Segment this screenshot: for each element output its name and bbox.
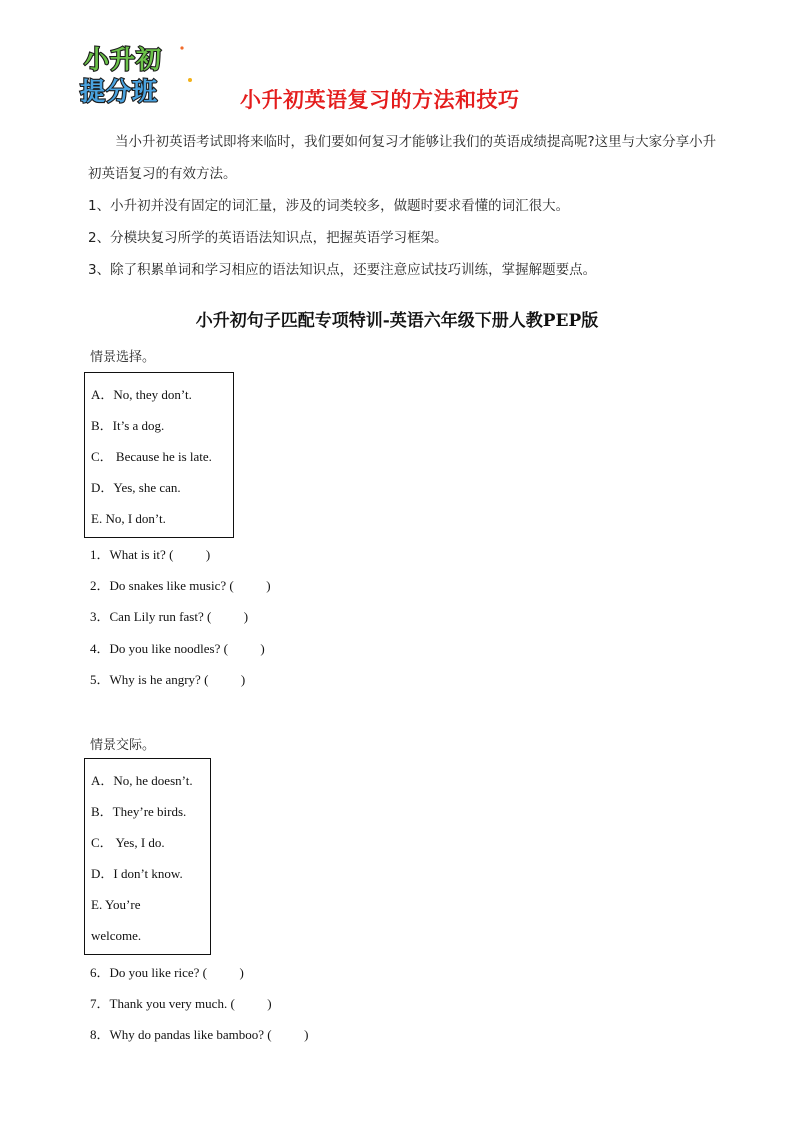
option-item: B．They’re birds. xyxy=(91,804,187,819)
intro-tip: 1、小升初并没有固定的词汇量，涉及的词类较多，做题时要求看懂的词汇很大。 xyxy=(88,198,570,214)
option-item: C． Yes, I do. xyxy=(91,835,165,850)
logo-line-2: 提分班 xyxy=(80,77,159,106)
intro-paragraph: 当小升初英语考试即将来临时，我们要如何复习才能够让我们的英语成绩提高呢?这里与大家分享小升初英语复习的有效方法。 xyxy=(88,134,717,182)
question-item[interactable]: 3．Can Lily run fast? ( ) xyxy=(90,609,249,625)
header-title: 小升初英语复习的方法和技巧 xyxy=(240,88,520,112)
intro-tip: 2、分模块复习所学的英语语法知识点，把握英语学习框架。 xyxy=(88,230,448,246)
option-item: A．No, he doesn’t. xyxy=(91,773,193,788)
option-item: E. No, I don’t. xyxy=(91,511,166,526)
question-item[interactable]: 4．Do you like noodles? ( ) xyxy=(90,640,265,656)
worksheet-title: 小升初句子匹配专项特训-英语六年级下册人教PEP版 xyxy=(195,311,599,331)
section-heading: 情景交际。 xyxy=(90,738,156,753)
question-item[interactable]: 8．Why do pandas like bamboo? ( ) xyxy=(90,1027,309,1043)
intro-section xyxy=(88,126,718,286)
logo-line-1: 小升初 xyxy=(84,45,163,74)
question-item[interactable]: 5．Why is he angry? ( ) xyxy=(90,671,246,687)
option-item: D．Yes, she can. xyxy=(91,480,181,495)
question-item[interactable]: 6．Do you like rice? ( ) xyxy=(90,965,244,980)
question-item[interactable]: 7．Thank you very much. ( ) xyxy=(90,996,272,1012)
option-item: D．I don’t know. xyxy=(91,866,183,881)
question-list xyxy=(90,539,271,695)
option-item: welcome. xyxy=(91,928,142,943)
sparkle-icon xyxy=(188,78,192,82)
option-item: A．No, they don’t. xyxy=(91,387,192,402)
sparkle-icon xyxy=(180,46,183,49)
options-box xyxy=(84,372,234,538)
class-logo xyxy=(78,40,196,106)
options-box xyxy=(84,758,211,955)
question-list xyxy=(90,957,308,1051)
option-item: C． Because he is late. xyxy=(91,449,212,464)
section-heading: 情景选择。 xyxy=(90,350,156,365)
question-item[interactable]: 2．Do snakes like music? ( ) xyxy=(90,578,271,594)
option-item: E. You’re xyxy=(91,897,141,912)
intro-tip: 3、除了积累单词和学习相应的语法知识点，还要注意应试技巧训练，掌握解题要点。 xyxy=(88,262,597,278)
question-item[interactable]: 1．What is it? ( ) xyxy=(90,547,211,562)
option-item: B．It’s a dog. xyxy=(91,418,165,433)
